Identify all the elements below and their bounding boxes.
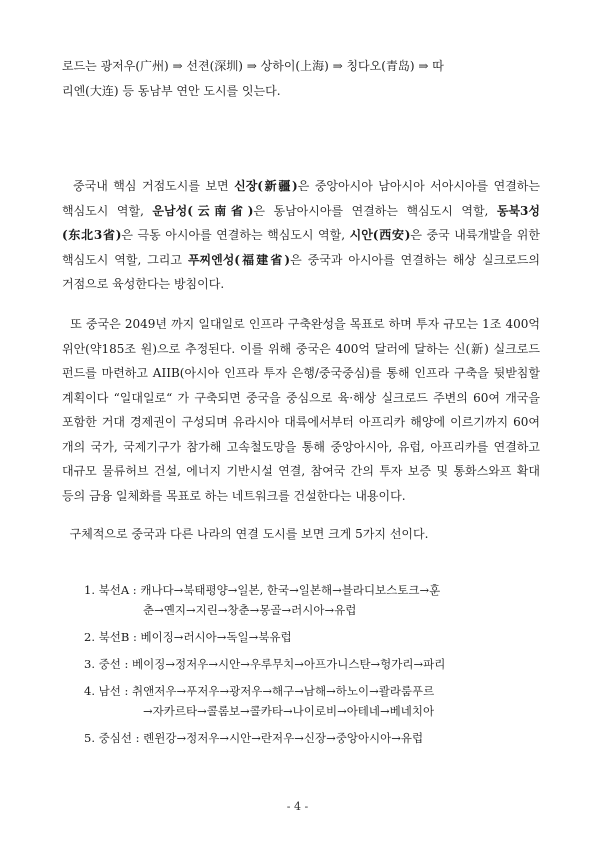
route-line: 베이징→러시아→독일→북유럽 <box>140 630 292 644</box>
hub-text-5: 은 중국 내륙개발을 위한 핵심도시 역할, 그리고 <box>62 228 540 267</box>
route-line-cont: →자카르타→콜롬보→콜카타→나이로비→아테네→베네치아 <box>143 704 435 718</box>
route-list <box>84 580 554 755</box>
route-label: 4. 남선 : <box>84 684 129 698</box>
lead-text: 구체적으로 중국과 다른 나라의 연결 도시를 보면 크게 5가지 선이다. <box>69 527 429 541</box>
route-label: 3. 중선 : <box>84 657 129 671</box>
route-item <box>84 728 554 748</box>
route-label: 1. 북선A : <box>84 583 137 597</box>
route-item <box>84 580 554 620</box>
routes-lead-sentence <box>62 522 540 547</box>
hub-text-3: 은 동남아시아를 연결하는 핵심도시 역할, <box>253 203 497 218</box>
route-label: 2. 북선B : <box>84 630 137 644</box>
hub-yunnan: 운남성(云南省) <box>152 203 254 218</box>
route-item <box>84 627 554 647</box>
hub-xian: 시안(西安) <box>349 228 411 242</box>
hub-text-2: 은 중앙아시아 남아시아 서아시아를 연결하는 핵심도시 역할, <box>62 179 540 218</box>
investment-plan-paragraph <box>62 312 540 508</box>
page-number: - 4 - <box>286 800 309 813</box>
route-label: 5. 중심선 : <box>84 731 140 745</box>
intro-paragraph <box>62 54 540 103</box>
hub-text-4: 은 극동 아시아를 연결하는 핵심도시 역할, <box>121 228 350 242</box>
intro-line-2: 리엔(大连) 등 동남부 연안 도시를 잇는다. <box>62 83 281 98</box>
route-item <box>84 654 554 674</box>
hub-xinjiang: 신장(新疆) <box>234 179 298 193</box>
hub-northeast: 동북3성(东北3省) <box>62 203 541 242</box>
route-line: 취앤저우→푸저우→광저우→해구→남해→하노이→콸라룸푸르 <box>132 684 435 698</box>
plan-text: 또 중국은 2049년 까지 일대일로 인프라 구축완성을 목표로 하며 투자 규모는 1조 400억 위안(약185조 원)으로 추정된다. 이를 위해 중국은 400억 달러에 달하는 신(新) 실크로드 펀드를 마련하고 AIIB(아시아 인프라 투자 은행/중국중심)를 통해 인프라 구축을 뒷받침할 계획이다 “일대일로“ 가 구축되면 중국을 중심으로 육·해상 실크로드 주변의 60여 개국을 포함한 거대 경제권이 구성되며 유라시아 대륙에서부터 아프리카 해양에 이르기까지 60여 개의 국가, 국제기구가 참가해 고속철도망을 통해 중앙아시아, 유럽, 아프리카를 연결하고 대규모 물류허브 건설, 에너지 기반시설 연결, 참여국 간의 투자 보증 및 통화스와프 확대 등의 금융 일체화를 목표로 하는 네트워크를 건설한다는 내용이다. <box>62 317 540 503</box>
hub-text-1: 중국내 핵심 거점도시를 보면 <box>73 179 235 193</box>
route-item <box>84 681 554 721</box>
route-line: 캐나다→북태평양→일본, 한국→일본해→블라디보스토크→훈 <box>140 583 441 597</box>
route-line-cont: 춘→옌지→지린→창춘→몽골→러시아→유럽 <box>143 603 357 617</box>
hub-cities-paragraph <box>62 174 540 297</box>
route-line: 베이징→정저우→시안→우루무치→아프가니스탄→헝가리→파리 <box>132 657 446 671</box>
hub-fujian: 푸찌엔성(福建省) <box>187 252 291 267</box>
intro-line-1: 로드는 광저우(广州) ⇒ 선젼(深圳) ⇒ 상하이(上海) ⇒ 칭다오(青岛) ⇒ 따 <box>62 59 444 73</box>
route-line: 롄윈강→정저우→시안→란저우→신장→중앙아시아→유럽 <box>143 731 424 745</box>
hub-text-6: 은 중국과 아시아를 연결하는 해상 실크로드의 거점으로 육성한다는 방침이다. <box>62 252 541 291</box>
